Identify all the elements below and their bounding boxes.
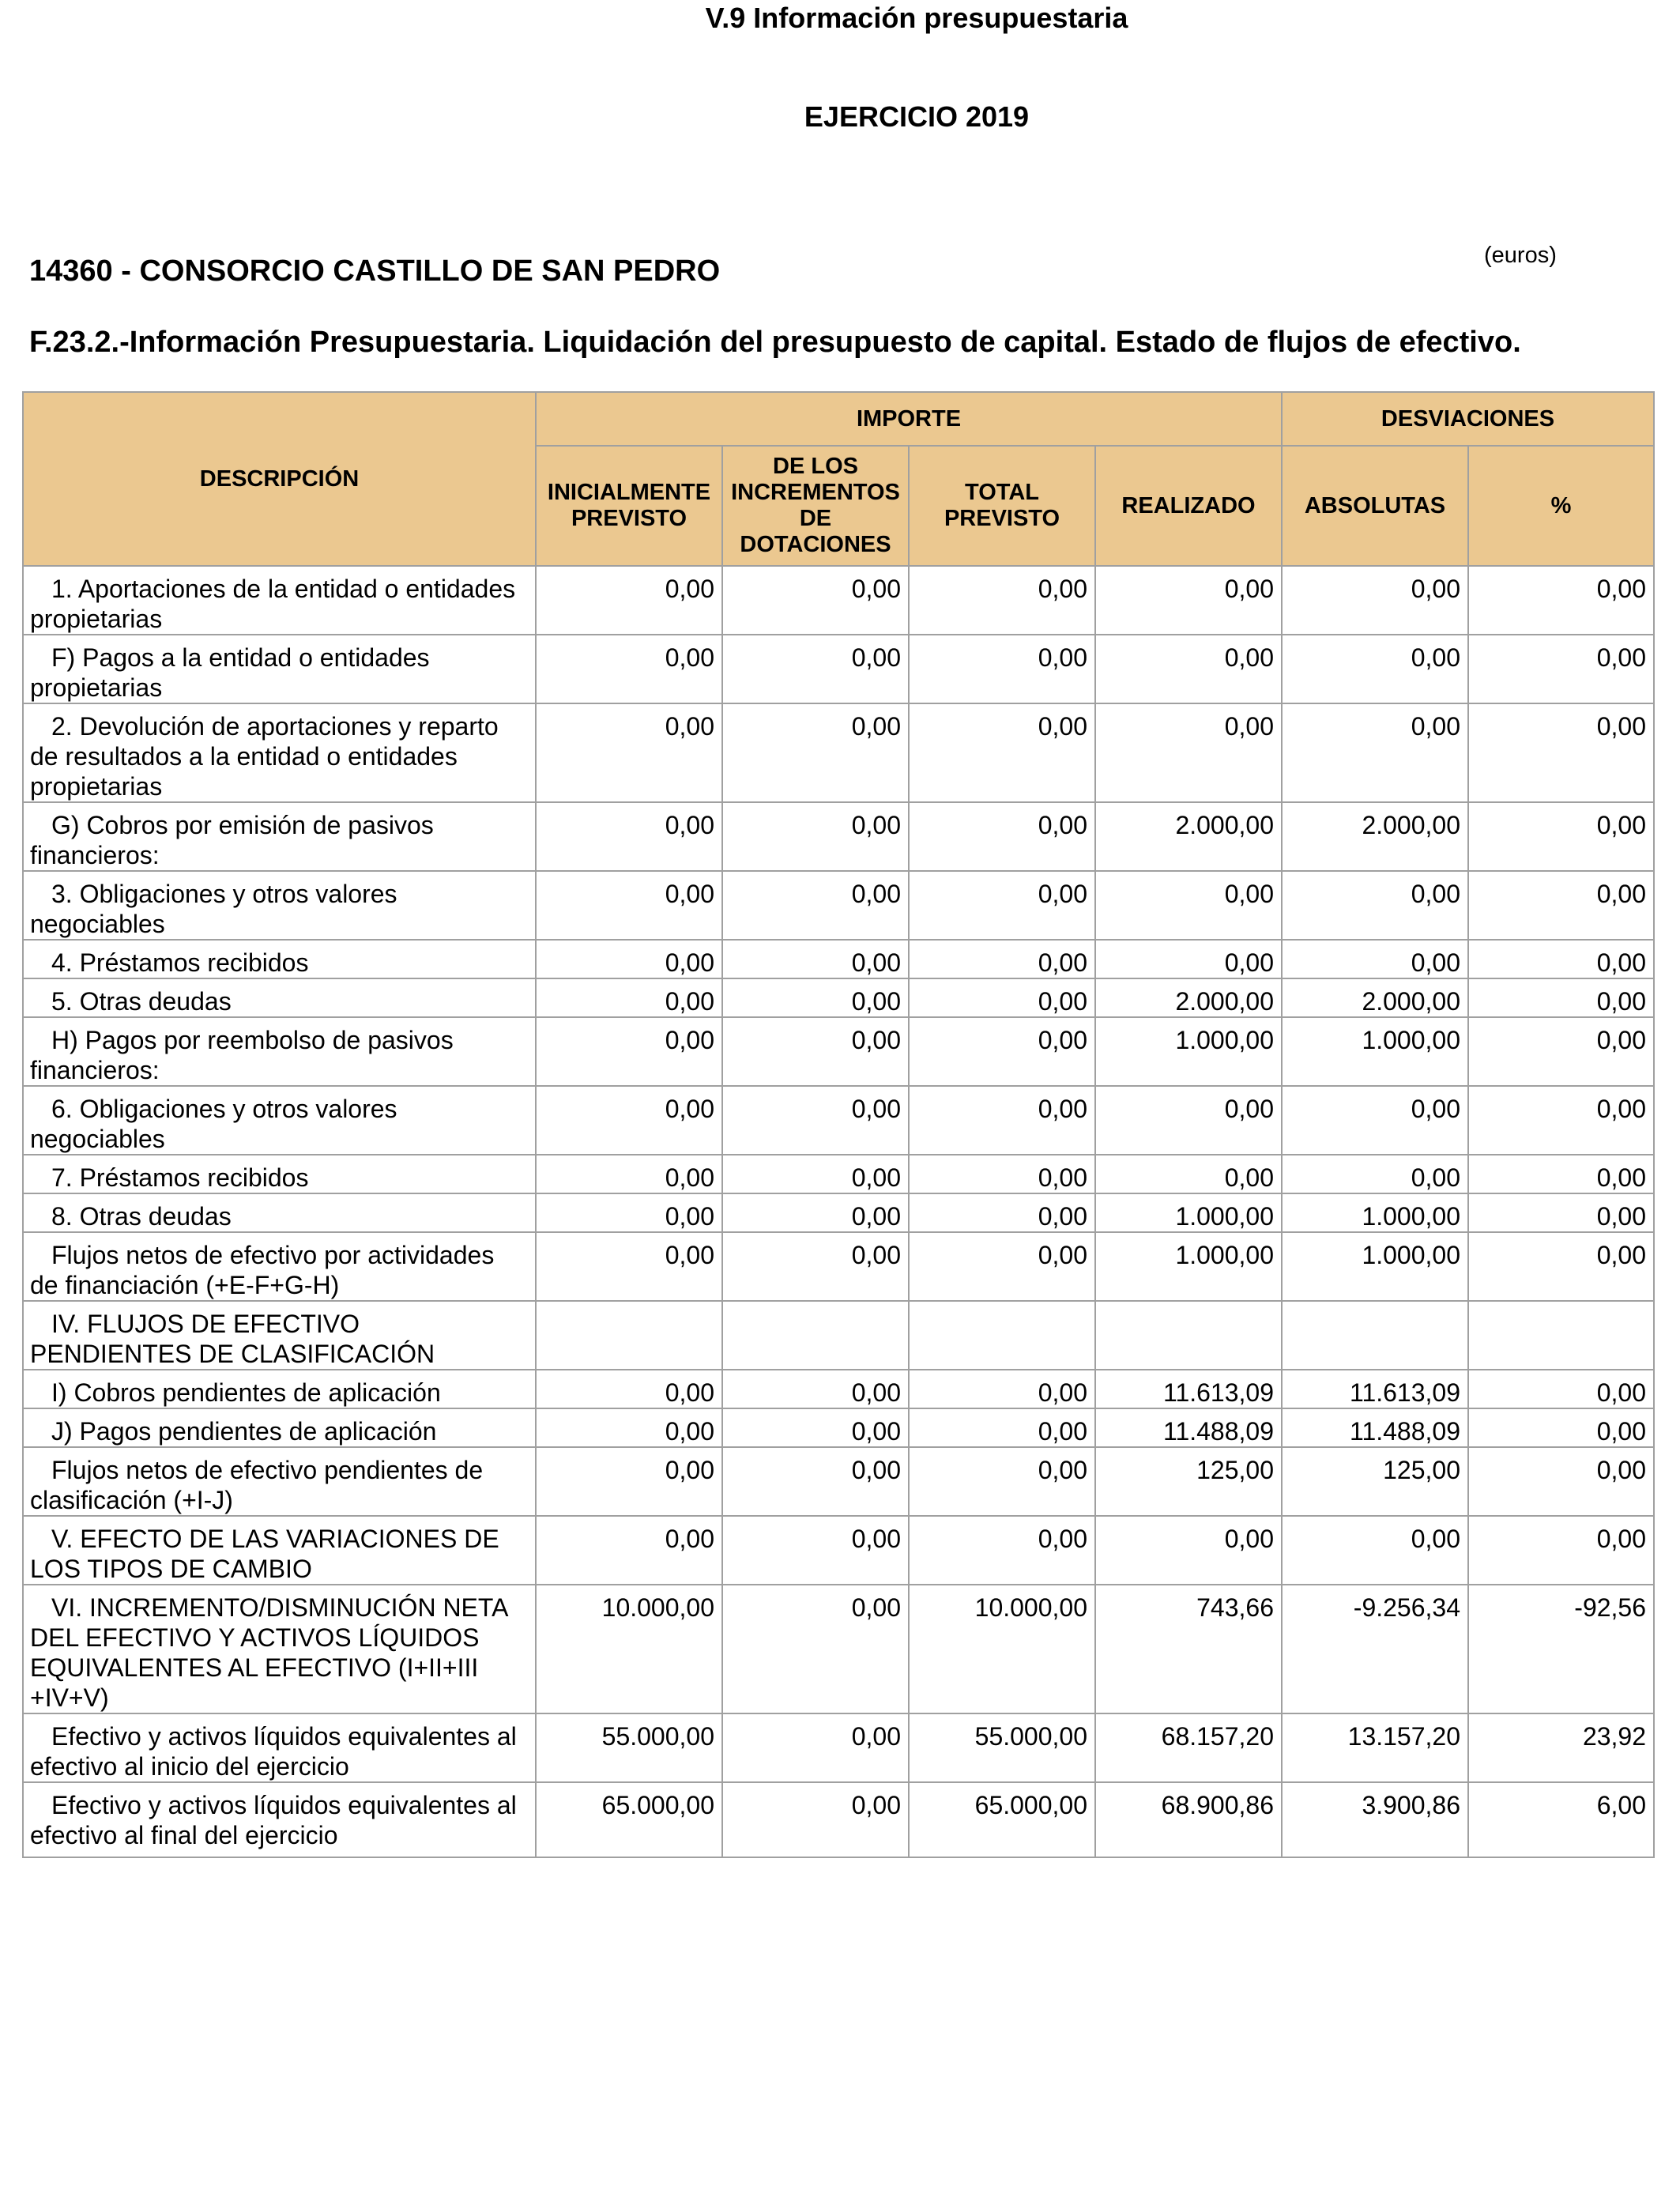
table-row (23, 1713, 1654, 1782)
cell-porcentaje: 0,00 (1468, 635, 1654, 703)
cell-realizado: 2.000,00 (1095, 802, 1282, 871)
row-label: 8. Otras deudas (23, 1193, 536, 1232)
table-row (23, 566, 1654, 635)
table-row (23, 1232, 1654, 1301)
report-subtitle: F.23.2.-Información Presupuestaria. Liquidación del presupuesto de capital. Estado de flujos de efectivo. (29, 326, 1521, 359)
table-row (23, 1301, 1654, 1370)
row-label: G) Cobros por emisión de pasivos financieros: (23, 802, 536, 871)
cell-inicialmente-previsto: 0,00 (536, 1155, 722, 1193)
cell-incrementos: 0,00 (722, 1232, 909, 1301)
entity-name: 14360 - CONSORCIO CASTILLO DE SAN PEDRO (29, 254, 721, 288)
header-incrementos-dotaciones: DE LOS INCREMENTOS DE DOTACIONES (722, 446, 909, 566)
table-row (23, 1370, 1654, 1408)
cell-realizado: 0,00 (1095, 1086, 1282, 1155)
cell-porcentaje: 0,00 (1468, 1370, 1654, 1408)
table-row (23, 1086, 1654, 1155)
cell-absolutas: 2.000,00 (1282, 802, 1468, 871)
cell-incrementos: 0,00 (722, 1782, 909, 1857)
table-row (23, 940, 1654, 978)
cell-realizado: 0,00 (1095, 871, 1282, 940)
cell-total-previsto: 0,00 (909, 871, 1095, 940)
row-label: I) Cobros pendientes de aplicación (23, 1370, 536, 1408)
cell-total-previsto: 0,00 (909, 566, 1095, 635)
cell-inicialmente-previsto: 0,00 (536, 1017, 722, 1086)
cell-total-previsto: 0,00 (909, 1447, 1095, 1516)
cell-total-previsto: 65.000,00 (909, 1782, 1095, 1857)
cell-realizado: 11.488,09 (1095, 1408, 1282, 1447)
currency-unit-label: (euros) (1484, 243, 1557, 268)
cell-total-previsto: 0,00 (909, 635, 1095, 703)
cell-total-previsto: 0,00 (909, 1408, 1095, 1447)
cell-inicialmente-previsto: 0,00 (536, 703, 722, 802)
table-body (23, 566, 1654, 1857)
cell-inicialmente-previsto: 0,00 (536, 978, 722, 1017)
cell-absolutas: 1.000,00 (1282, 1193, 1468, 1232)
cell-absolutas: 0,00 (1282, 1086, 1468, 1155)
table-row (23, 802, 1654, 871)
cell-porcentaje: 0,00 (1468, 1086, 1654, 1155)
cell-absolutas: -9.256,34 (1282, 1585, 1468, 1713)
cell-incrementos: 0,00 (722, 703, 909, 802)
cell-incrementos: 0,00 (722, 1713, 909, 1782)
cell-inicialmente-previsto: 0,00 (536, 1086, 722, 1155)
cell-absolutas: 0,00 (1282, 703, 1468, 802)
cell-absolutas: 11.613,09 (1282, 1370, 1468, 1408)
cell-porcentaje: 0,00 (1468, 1447, 1654, 1516)
cell-absolutas: 0,00 (1282, 940, 1468, 978)
cell-total-previsto: 10.000,00 (909, 1585, 1095, 1713)
cell-absolutas: 3.900,86 (1282, 1782, 1468, 1857)
cell-total-previsto: 0,00 (909, 1086, 1095, 1155)
cell-incrementos: 0,00 (722, 1408, 909, 1447)
cell-absolutas (1282, 1301, 1468, 1370)
row-label: 7. Préstamos recibidos (23, 1155, 536, 1193)
cell-porcentaje: 0,00 (1468, 1155, 1654, 1193)
cell-total-previsto: 0,00 (909, 1193, 1095, 1232)
cell-inicialmente-previsto: 10.000,00 (536, 1585, 722, 1713)
cell-realizado: 0,00 (1095, 1155, 1282, 1193)
cell-inicialmente-previsto: 0,00 (536, 1232, 722, 1301)
cash-flow-table (22, 391, 1655, 1858)
cell-total-previsto: 0,00 (909, 1155, 1095, 1193)
header-group-importe: IMPORTE (536, 392, 1282, 446)
row-label: 4. Préstamos recibidos (23, 940, 536, 978)
cell-porcentaje: 0,00 (1468, 871, 1654, 940)
cell-porcentaje: 0,00 (1468, 566, 1654, 635)
cell-porcentaje: 23,92 (1468, 1713, 1654, 1782)
cell-realizado: 68.900,86 (1095, 1782, 1282, 1857)
cell-realizado: 0,00 (1095, 635, 1282, 703)
cell-absolutas: 0,00 (1282, 1155, 1468, 1193)
row-label: 2. Devolución de aportaciones y reparto de resultados a la entidad o entidades propietarias (23, 703, 536, 802)
cell-incrementos (722, 1301, 909, 1370)
cell-incrementos: 0,00 (722, 1086, 909, 1155)
cell-inicialmente-previsto (536, 1301, 722, 1370)
cell-realizado: 2.000,00 (1095, 978, 1282, 1017)
cell-porcentaje (1468, 1301, 1654, 1370)
table-row (23, 703, 1654, 802)
table-row (23, 1155, 1654, 1193)
cell-porcentaje: 0,00 (1468, 1232, 1654, 1301)
cell-inicialmente-previsto: 0,00 (536, 635, 722, 703)
header-descripcion: DESCRIPCIÓN (23, 392, 536, 566)
cell-realizado: 1.000,00 (1095, 1232, 1282, 1301)
cell-porcentaje: -92,56 (1468, 1585, 1654, 1713)
cell-total-previsto: 0,00 (909, 802, 1095, 871)
cell-inicialmente-previsto: 0,00 (536, 1193, 722, 1232)
cell-total-previsto: 0,00 (909, 1232, 1095, 1301)
row-label: IV. FLUJOS DE EFECTIVO PENDIENTES DE CLASIFICACIÓN (23, 1301, 536, 1370)
document-title: V.9 Información presupuestaria (705, 2, 1128, 34)
cell-inicialmente-previsto: 0,00 (536, 1516, 722, 1585)
row-label: VI. INCREMENTO/DISMINUCIÓN NETA DEL EFECTIVO Y ACTIVOS LÍQUIDOS EQUIVALENTES AL EFECTIVO (I+II+III +IV+V) (23, 1585, 536, 1713)
cell-porcentaje: 0,00 (1468, 703, 1654, 802)
cell-porcentaje: 0,00 (1468, 1408, 1654, 1447)
cell-incrementos: 0,00 (722, 1447, 909, 1516)
cell-inicialmente-previsto: 0,00 (536, 1408, 722, 1447)
cell-absolutas: 0,00 (1282, 871, 1468, 940)
cell-absolutas: 13.157,20 (1282, 1713, 1468, 1782)
row-label: 1. Aportaciones de la entidad o entidades propietarias (23, 566, 536, 635)
cell-realizado: 11.613,09 (1095, 1370, 1282, 1408)
header-total-previsto: TOTAL PREVISTO (909, 446, 1095, 566)
row-label: 5. Otras deudas (23, 978, 536, 1017)
cell-incrementos: 0,00 (722, 1155, 909, 1193)
header-inicialmente-previsto: INICIALMENTE PREVISTO (536, 446, 722, 566)
cell-porcentaje: 0,00 (1468, 940, 1654, 978)
cell-realizado: 0,00 (1095, 703, 1282, 802)
cell-porcentaje: 0,00 (1468, 978, 1654, 1017)
cell-inicialmente-previsto: 0,00 (536, 1370, 722, 1408)
cell-inicialmente-previsto: 55.000,00 (536, 1713, 722, 1782)
cell-realizado: 1.000,00 (1095, 1017, 1282, 1086)
cell-realizado (1095, 1301, 1282, 1370)
cell-incrementos: 0,00 (722, 566, 909, 635)
table-row (23, 1193, 1654, 1232)
cell-realizado: 743,66 (1095, 1585, 1282, 1713)
cell-realizado: 68.157,20 (1095, 1713, 1282, 1782)
cell-inicialmente-previsto: 0,00 (536, 802, 722, 871)
cell-absolutas: 0,00 (1282, 1516, 1468, 1585)
cell-absolutas: 2.000,00 (1282, 978, 1468, 1017)
row-label: Flujos netos de efectivo por actividades de financiación (+E-F+G-H) (23, 1232, 536, 1301)
cell-absolutas: 1.000,00 (1282, 1232, 1468, 1301)
cell-absolutas: 11.488,09 (1282, 1408, 1468, 1447)
cell-inicialmente-previsto: 0,00 (536, 566, 722, 635)
table-row (23, 978, 1654, 1017)
table-row (23, 1447, 1654, 1516)
row-label: Efectivo y activos líquidos equivalentes al efectivo al final del ejercicio (23, 1782, 536, 1857)
cell-porcentaje: 6,00 (1468, 1782, 1654, 1857)
cell-incrementos: 0,00 (722, 1017, 909, 1086)
cell-porcentaje: 0,00 (1468, 802, 1654, 871)
cell-total-previsto: 0,00 (909, 1370, 1095, 1408)
cell-incrementos: 0,00 (722, 1585, 909, 1713)
table-row (23, 1516, 1654, 1585)
cell-incrementos: 0,00 (722, 1193, 909, 1232)
header-group-desviaciones: DESVIACIONES (1282, 392, 1654, 446)
cell-realizado: 125,00 (1095, 1447, 1282, 1516)
cell-incrementos: 0,00 (722, 940, 909, 978)
cell-incrementos: 0,00 (722, 1370, 909, 1408)
cell-porcentaje: 0,00 (1468, 1516, 1654, 1585)
cell-porcentaje: 0,00 (1468, 1017, 1654, 1086)
cell-incrementos: 0,00 (722, 871, 909, 940)
cell-total-previsto (909, 1301, 1095, 1370)
header-porcentaje: % (1468, 446, 1654, 566)
row-label: Efectivo y activos líquidos equivalentes al efectivo al inicio del ejercicio (23, 1713, 536, 1782)
cell-total-previsto: 0,00 (909, 703, 1095, 802)
row-label: J) Pagos pendientes de aplicación (23, 1408, 536, 1447)
cell-realizado: 0,00 (1095, 940, 1282, 978)
cell-incrementos: 0,00 (722, 635, 909, 703)
cell-inicialmente-previsto: 65.000,00 (536, 1782, 722, 1857)
table-row (23, 1408, 1654, 1447)
row-label: F) Pagos a la entidad o entidades propietarias (23, 635, 536, 703)
cell-total-previsto: 0,00 (909, 978, 1095, 1017)
row-label: 3. Obligaciones y otros valores negociables (23, 871, 536, 940)
header-absolutas: ABSOLUTAS (1282, 446, 1468, 566)
cell-porcentaje: 0,00 (1468, 1193, 1654, 1232)
table-row (23, 1782, 1654, 1857)
row-label: 6. Obligaciones y otros valores negociables (23, 1086, 536, 1155)
table-row (23, 1017, 1654, 1086)
header-realizado: REALIZADO (1095, 446, 1282, 566)
cell-inicialmente-previsto: 0,00 (536, 871, 722, 940)
cell-incrementos: 0,00 (722, 978, 909, 1017)
fiscal-year-heading: EJERCICIO 2019 (804, 100, 1030, 133)
cell-realizado: 1.000,00 (1095, 1193, 1282, 1232)
cell-incrementos: 0,00 (722, 1516, 909, 1585)
cell-incrementos: 0,00 (722, 802, 909, 871)
cell-absolutas: 0,00 (1282, 635, 1468, 703)
cell-total-previsto: 0,00 (909, 940, 1095, 978)
cell-total-previsto: 55.000,00 (909, 1713, 1095, 1782)
row-label: H) Pagos por reembolso de pasivos financieros: (23, 1017, 536, 1086)
cell-absolutas: 0,00 (1282, 566, 1468, 635)
row-label: V. EFECTO DE LAS VARIACIONES DE LOS TIPOS DE CAMBIO (23, 1516, 536, 1585)
cell-inicialmente-previsto: 0,00 (536, 1447, 722, 1516)
cell-total-previsto: 0,00 (909, 1516, 1095, 1585)
table-row (23, 871, 1654, 940)
cell-total-previsto: 0,00 (909, 1017, 1095, 1086)
table-row (23, 1585, 1654, 1713)
cell-absolutas: 125,00 (1282, 1447, 1468, 1516)
cell-realizado: 0,00 (1095, 566, 1282, 635)
cell-realizado: 0,00 (1095, 1516, 1282, 1585)
row-label: Flujos netos de efectivo pendientes de clasificación (+I-J) (23, 1447, 536, 1516)
table-row (23, 635, 1654, 703)
cell-inicialmente-previsto: 0,00 (536, 940, 722, 978)
cell-absolutas: 1.000,00 (1282, 1017, 1468, 1086)
